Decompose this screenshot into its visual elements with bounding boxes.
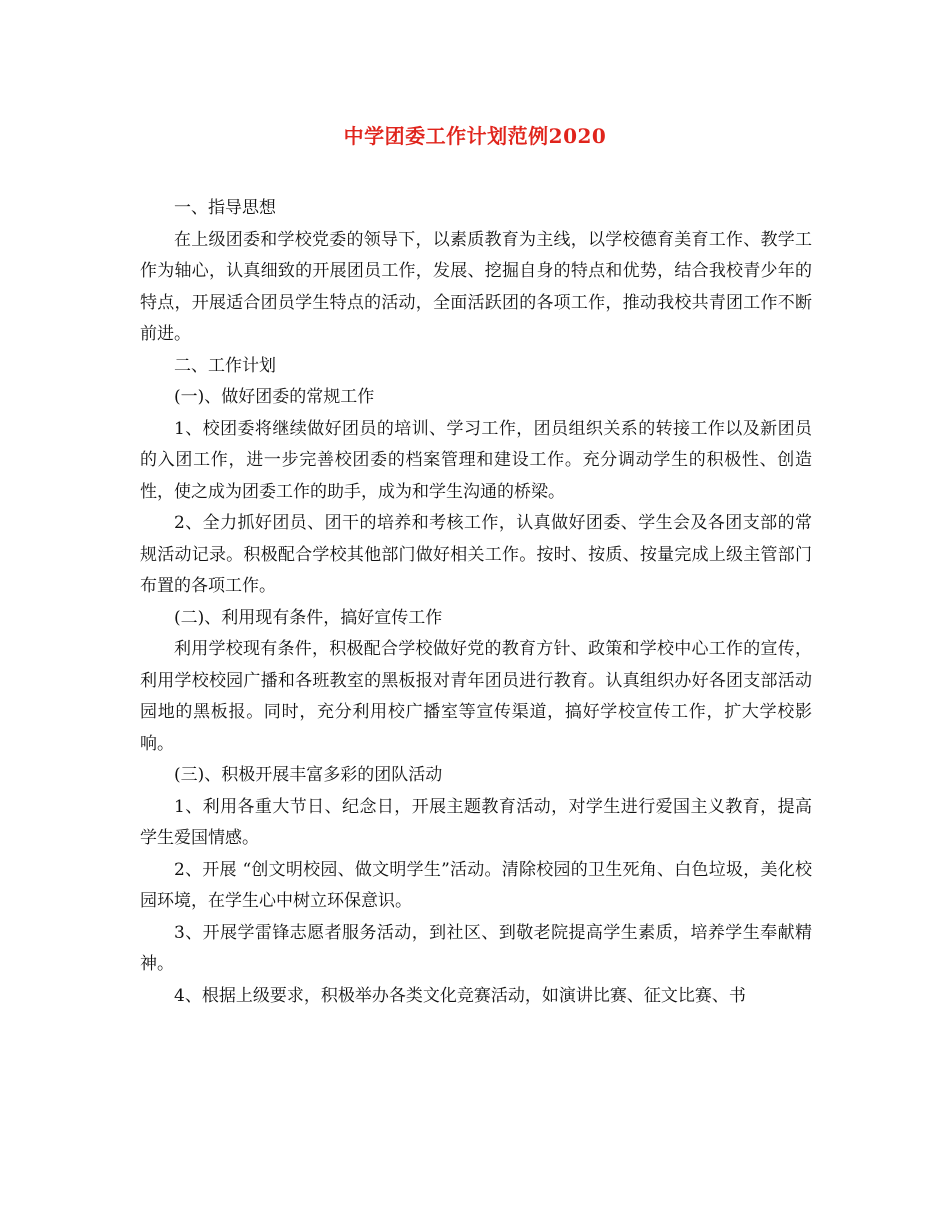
paragraph-activity-4: 4、根据上级要求，积极举办各类文化竞赛活动，如演讲比赛、征文比赛、书 xyxy=(174,985,746,1006)
paragraph-activity-3: 3、开展学雷锋志愿者服务活动，到社区、到敬老院提高学生素质，培养学生奉献精神。 xyxy=(140,922,812,974)
paragraph-routine-work-1: 1、校团委将继续做好团员的培训、学习工作，团员组织关系的转接工作以及新团员的入团工作，进一步完善校团委的档案管理和建设工作。充分调动学生的积极性、创造性，使之成为团委工作的助手，成为和学生沟通的桥梁。 xyxy=(140,418,812,502)
subheading-team-activities: (三)、积极开展丰富多彩的团队活动 xyxy=(174,765,443,785)
subheading-publicity-work: (二)、利用现有条件，搞好宣传工作 xyxy=(174,607,443,628)
document-body xyxy=(140,193,812,1012)
paragraph-activity-2: 2、开展 “创文明校园、做文明学生”活动。清除校园的卫生死角、白色垃圾，美化校园环境，在学生心中树立环保意识。 xyxy=(140,859,812,911)
subheading-routine-work: (一)、做好团委的常规工作 xyxy=(174,387,375,407)
paragraph-routine-work-2: 2、全力抓好团员、团干的培养和考核工作，认真做好团委、学生会及各团支部的常规活动记录。积极配合学校其他部门做好相关工作。按时、按质、按量完成上级主管部门布置的各项工作。 xyxy=(140,513,812,596)
paragraph-guiding-ideology: 在上级团委和学校党委的领导下，以素质教育为主线，以学校德育美育工作、教学工作为轴心，认真细致的开展团员工作，发展、挖掘自身的特点和优势，结合我校青少年的特点，开展适合团员学生特点的活动，全面活跃团的各项工作，推动我校共青团工作不断前进。 xyxy=(140,229,812,344)
paragraph-publicity-work: 利用学校现有条件，积极配合学校做好党的教育方针、政策和学校中心工作的宣传，利用学校校园广播和各班教室的黑板报对青年团员进行教育。认真组织办好各团支部活动园地的黑板报。同时，充分利用校广播室等宣传渠道，搞好学校宣传工作，扩大学校影响。 xyxy=(140,639,812,754)
document-title: 中学团委工作计划范例2020 xyxy=(343,124,607,148)
heading-work-plan: 二、工作计划 xyxy=(174,355,276,376)
heading-guiding-ideology: 一、指导思想 xyxy=(174,198,276,218)
paragraph-activity-1: 1、利用各重大节日、纪念日，开展主题教育活动，对学生进行爱国主义教育，提高学生爱国情感。 xyxy=(140,796,812,848)
